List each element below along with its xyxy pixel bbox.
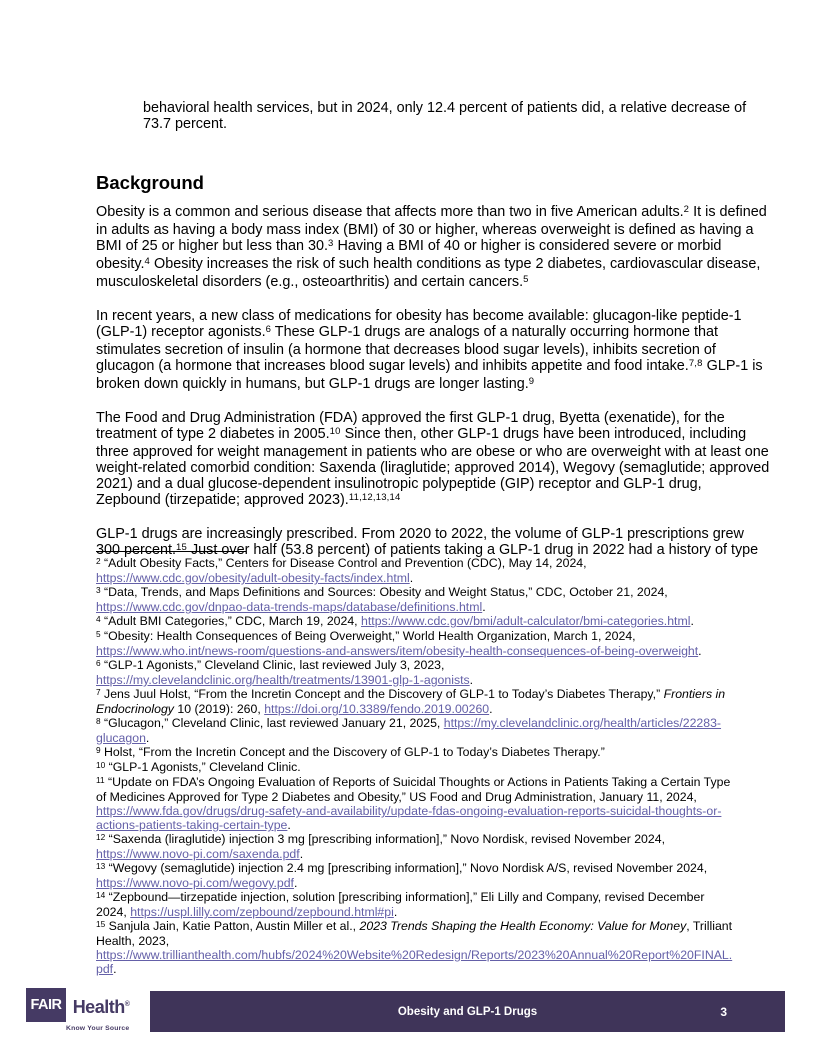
footnote-number: 9: [96, 744, 101, 755]
footnote-number: 12: [96, 831, 106, 842]
footnote-ref: 2: [683, 203, 690, 215]
text-run: .: [690, 614, 694, 628]
footnote-number: 13: [96, 860, 106, 871]
registered-trademark-icon: ®: [124, 1001, 130, 1008]
footnote-ref: 10: [329, 425, 341, 437]
footnote-separator: [96, 551, 246, 552]
text-run: .: [469, 673, 474, 687]
text-line: [96, 948, 748, 962]
text-line: [96, 790, 748, 804]
footnote-link[interactable]: https://www.fda.gov/drugs/drug-safety-and-availability/update-fdas-ongoing-evaluation-reports-suicidal-thoughts-or-: [96, 804, 722, 818]
footnote-item: [96, 687, 748, 716]
text-line: [96, 308, 744, 324]
text-line: [96, 600, 748, 614]
text-line: [96, 614, 748, 629]
text-line: [96, 526, 744, 542]
text-run: glucagon (a hormone that increases blood sugar levels) and inhibits appetite and food intake.: [96, 358, 689, 374]
footnote-ref: 6: [265, 323, 272, 335]
text-line: [96, 203, 767, 222]
footnote-number: 3: [96, 584, 101, 595]
text-run: BMI of 25 or higher but less than 30.: [96, 238, 328, 254]
text-line: [96, 673, 748, 687]
footnote-link[interactable]: https://www.novo-pi.com/wegovy.pdf: [96, 876, 294, 890]
text-line: [96, 274, 744, 292]
text-line: [96, 760, 748, 775]
footnote-link[interactable]: https://my.clevelandclinic.org/health/treatments/13901-glp-1-agonists: [96, 673, 470, 687]
text-run: Zepbound (tirzepatide; approved 2023).: [96, 492, 349, 508]
intro-continuation-paragraph: [143, 100, 747, 132]
logo-health-word: Health: [72, 997, 125, 1017]
text-run: .: [299, 847, 304, 861]
text-line: [96, 571, 748, 585]
text-line: [96, 890, 748, 905]
footnote-ref: 9: [528, 375, 535, 387]
footnote-number: 10: [96, 759, 106, 770]
footnotes-section: [96, 556, 748, 976]
text-run: Sanjula Jain, Katie Patton, Austin Miller et al.,: [105, 919, 360, 933]
text-line: [96, 460, 770, 476]
text-run: “Wegovy (semaglutide) injection 2.4 mg [prescribing information],” Novo Nordisk A/S, revised November 2024,: [105, 861, 708, 875]
italic-text: 2023 Trends Shaping the Health Economy: Value for Money: [359, 919, 687, 933]
text-run: 2021) and a dual glucose-dependent insulinotropic polypeptide (GIP) receptor and GLP-1 drug,: [96, 476, 702, 492]
text-run: weight-related comorbid condition: Saxenda (liraglutide; approved 2014), Wegovy (semaglutide; approved: [96, 460, 770, 476]
text-run: In recent years, a new class of medications for obesity has become available: glucagon-like peptide-1: [96, 308, 742, 324]
text-run: Holst, “From the Incretin Concept and the Discovery of GLP-1 to Today’s Diabetes Therapy.”: [100, 745, 605, 759]
text-run: “Obesity: Health Consequences of Being Overweight,” World Health Organization, March 1, 2024,: [100, 629, 636, 643]
footnote-number: 6: [96, 657, 101, 668]
text-line: [96, 905, 748, 919]
footnote-item: [96, 919, 748, 976]
text-run: obesity.: [96, 256, 145, 272]
text-line: [96, 919, 748, 934]
text-run: “Adult BMI Categories,” CDC, March 19, 2024,: [100, 614, 362, 628]
text-run: It is defined: [689, 204, 767, 220]
text-run: 73.7 percent.: [143, 116, 228, 132]
text-run: musculoskeletal disorders (e.g., osteoarthritis) and certain cancers.: [96, 274, 524, 290]
text-run: of Medicines Approved for Type 2 Diabetes and Obesity,” US Food and Drug Administration, January 11, 2024,: [96, 790, 697, 804]
text-run: .: [287, 818, 291, 832]
italic-text: Endocrinology: [96, 702, 174, 716]
fairhealth-logo: [26, 988, 129, 1032]
footnote-link[interactable]: pdf: [96, 962, 114, 976]
footnote-ref: 5: [523, 273, 529, 285]
text-line: [96, 847, 748, 861]
text-line: [96, 629, 748, 644]
text-run: The Food and Drug Administration (FDA) approved the first GLP-1 drug, Byetta (exenatide), for the: [96, 410, 725, 426]
footnote-ref: 7,8: [688, 357, 703, 369]
text-run: (GLP-1) receptor agonists.: [96, 324, 266, 340]
text-run: .: [489, 702, 493, 716]
text-run: .: [698, 644, 702, 658]
text-line: [96, 716, 748, 731]
footer-bar: [150, 991, 785, 1032]
body-paragraph: [96, 410, 770, 510]
body-paragraph: [96, 526, 759, 560]
text-line: [96, 687, 748, 702]
text-line: [96, 818, 748, 832]
text-run: .: [482, 600, 486, 614]
text-line: [143, 116, 743, 132]
text-line: [96, 804, 748, 818]
text-run: “GLP-1 Agonists,” Cleveland Clinic.: [105, 760, 301, 774]
text-line: [96, 731, 748, 745]
footnote-link[interactable]: https://www.cdc.gov/obesity/adult-obesity-facts/index.html: [96, 571, 410, 585]
text-line: [96, 357, 763, 376]
footnote-number: 14: [96, 889, 106, 900]
text-run: Obesity is a common and serious disease that affects more than two in five American adults.: [96, 204, 684, 220]
fairhealth-logo-tagline: Know Your Source: [66, 1025, 130, 1032]
footnote-number: 11: [96, 774, 105, 785]
text-run: Since then, other GLP-1 drugs have been introduced, including: [340, 426, 747, 442]
text-line: [143, 100, 747, 116]
text-run: .: [393, 905, 398, 919]
footer-document-title: Obesity and GLP-1 Drugs: [397, 1005, 538, 1018]
text-line: [96, 222, 754, 238]
text-run: .: [113, 962, 117, 976]
footnote-link[interactable]: actions-patients-taking-certain-type: [96, 818, 288, 832]
text-line: [96, 934, 748, 948]
body-paragraphs: [96, 203, 770, 560]
text-run: stimulates secretion of insulin (a hormone that decreases blood sugar levels), inhibits secretion of: [96, 342, 716, 358]
footnote-item: [96, 614, 748, 629]
footnote-link[interactable]: glucagon: [96, 731, 146, 745]
footnote-number: 4: [96, 613, 101, 624]
text-run: treatment of type 2 diabetes in 2005.: [96, 426, 330, 442]
text-line: [96, 342, 744, 358]
text-run: , Trilliant: [686, 919, 733, 933]
text-run: Obesity increases the risk of such health conditions as type 2 diabetes, cardiovascular disease,: [150, 256, 761, 272]
text-run: 2024,: [96, 905, 131, 919]
text-line: [96, 556, 748, 571]
text-run: .: [409, 571, 414, 585]
footnote-number: 5: [96, 628, 101, 639]
text-run: “Data, Trends, and Maps Definitions and Sources: Obesity and Weight Status,” CDC, October 21, 2024,: [100, 585, 668, 599]
footnote-ref: 3: [328, 237, 334, 249]
footnote-number: 2: [96, 555, 101, 566]
page-number: 3: [720, 1004, 727, 1019]
text-line: [96, 238, 744, 256]
text-line: [96, 832, 748, 847]
text-run: “GLP-1 Agonists,” Cleveland Clinic, last reviewed July 3, 2023,: [100, 658, 445, 672]
footnote-item: [96, 861, 748, 890]
text-run: These GLP-1 drugs are analogs of a naturally occurring hormone that: [271, 324, 718, 340]
text-line: [96, 962, 748, 976]
footnote-ref: 4: [144, 255, 151, 267]
text-run: Health, 2023,: [96, 934, 170, 948]
footnote-item: [96, 890, 748, 919]
footnote-link[interactable]: https://www.cdc.gov/bmi/adult-calculator/bmi-categories.html: [361, 614, 691, 628]
footnote-number: 8: [96, 715, 101, 726]
text-run: “Glucagon,” Cleveland Clinic, last reviewed January 21, 2025,: [100, 716, 444, 730]
text-run: GLP-1 drugs are increasingly prescribed. From 2020 to 2022, the volume of GLP-1 prescriptions grew: [96, 526, 744, 542]
text-run: “Adult Obesity Facts,” Centers for Disease Control and Prevention (CDC), May 14, 2024,: [100, 556, 587, 570]
text-line: [96, 876, 748, 890]
fairhealth-logo-mark: FAIR: [26, 988, 66, 1022]
footnote-item: [96, 585, 748, 614]
footnote-link[interactable]: https://www.cdc.gov/dnpao-data-trends-maps/database/definitions.html: [96, 600, 483, 614]
text-run: Jens Juul Holst, “From the Incretin Concept and the Discovery of GLP-1 to Today’s Diabetes Therapy,”: [100, 687, 664, 701]
footnote-ref: 15: [176, 541, 187, 553]
text-line: [96, 425, 747, 444]
footnote-item: [96, 775, 748, 832]
text-line: [96, 376, 744, 394]
footnote-item: [96, 832, 748, 861]
text-line: [96, 745, 748, 760]
footnote-number: 7: [96, 686, 101, 697]
fairhealth-logo-text: [66, 988, 129, 1032]
text-line: [96, 861, 748, 876]
footnote-item: [96, 658, 748, 687]
footnote-item: [96, 760, 748, 775]
footnote-item: [96, 629, 748, 658]
text-line: [96, 492, 744, 510]
text-run: 10 (2019): 260,: [173, 702, 265, 716]
footnote-number: 15: [96, 918, 106, 929]
text-run: in adults as having a body mass index (BMI) of 30 or higher, whereas overweight is defined as having a: [96, 222, 754, 238]
footnote-link[interactable]: https://my.clevelandclinic.org/health/articles/22283-: [443, 716, 722, 730]
text-line: [96, 255, 761, 274]
text-line: [96, 476, 744, 492]
text-run: Just over half (53.8 percent) of patients taking a GLP-1 drug in 2022 had a history of type: [186, 542, 759, 558]
text-run: GLP-1 is: [702, 358, 763, 374]
footnote-ref: 11,12,13,14: [348, 491, 401, 503]
footnote-link[interactable]: https://www.who.int/news-room/questions-and-answers/item/obesity-health-consequences-of-being-overweight: [96, 644, 699, 658]
text-line: [96, 658, 748, 673]
text-line: [96, 444, 769, 460]
footnote-item: [96, 716, 748, 745]
text-line: [96, 410, 744, 426]
body-paragraph: [96, 308, 763, 394]
text-run: “Zepbound—tirzepatide injection, solution [prescribing information],” Eli Lilly and Company, revised December: [105, 890, 705, 904]
text-run: 300 percent.: [96, 542, 177, 558]
footnote-item: [96, 745, 748, 760]
body-paragraph: [96, 203, 767, 292]
text-run: three approved for weight management in patients who are obese or who are overweight with at least one: [96, 444, 769, 460]
text-line: [96, 644, 748, 658]
text-line: [96, 324, 744, 342]
footnote-link[interactable]: https://www.novo-pi.com/saxenda.pdf: [96, 847, 300, 861]
text-run: “Update on FDA’s Ongoing Evaluation of Reports of Suicidal Thoughts or Actions in Patients Taking a Certain Type: [104, 775, 731, 789]
text-run: behavioral health services, but in 2024, only 12.4 percent of patients did, a relative decrease of: [143, 100, 747, 116]
section-heading: Background: [96, 172, 204, 193]
text-line: [96, 775, 748, 790]
text-run: Having a BMI of 40 or higher is considered severe or morbid: [333, 238, 722, 254]
fairhealth-logo-health: [73, 988, 130, 1024]
text-run: “Saxenda (liraglutide) injection 3 mg [prescribing information],” Novo Nordisk, revised November 2024,: [105, 832, 665, 846]
footnote-link[interactable]: https://uspl.lilly.com/zepbound/zepbound.html#pi: [130, 905, 394, 919]
text-run: .: [145, 731, 150, 745]
text-line: [96, 702, 748, 716]
footnote-link[interactable]: https://doi.org/10.3389/fendo.2019.00260: [264, 702, 490, 716]
footnote-link[interactable]: https://www.trillianthealth.com/hubfs/2024%20Website%20Redesign/Reports/2023%20Annual%20Report%20FINAL.: [96, 948, 733, 962]
italic-text: Frontiers in: [663, 687, 726, 701]
text-run: .: [293, 876, 298, 890]
text-run: broken down quickly in humans, but GLP-1 drugs are longer lasting.: [96, 376, 529, 392]
footnote-item: [96, 556, 748, 585]
text-line: [96, 585, 748, 600]
